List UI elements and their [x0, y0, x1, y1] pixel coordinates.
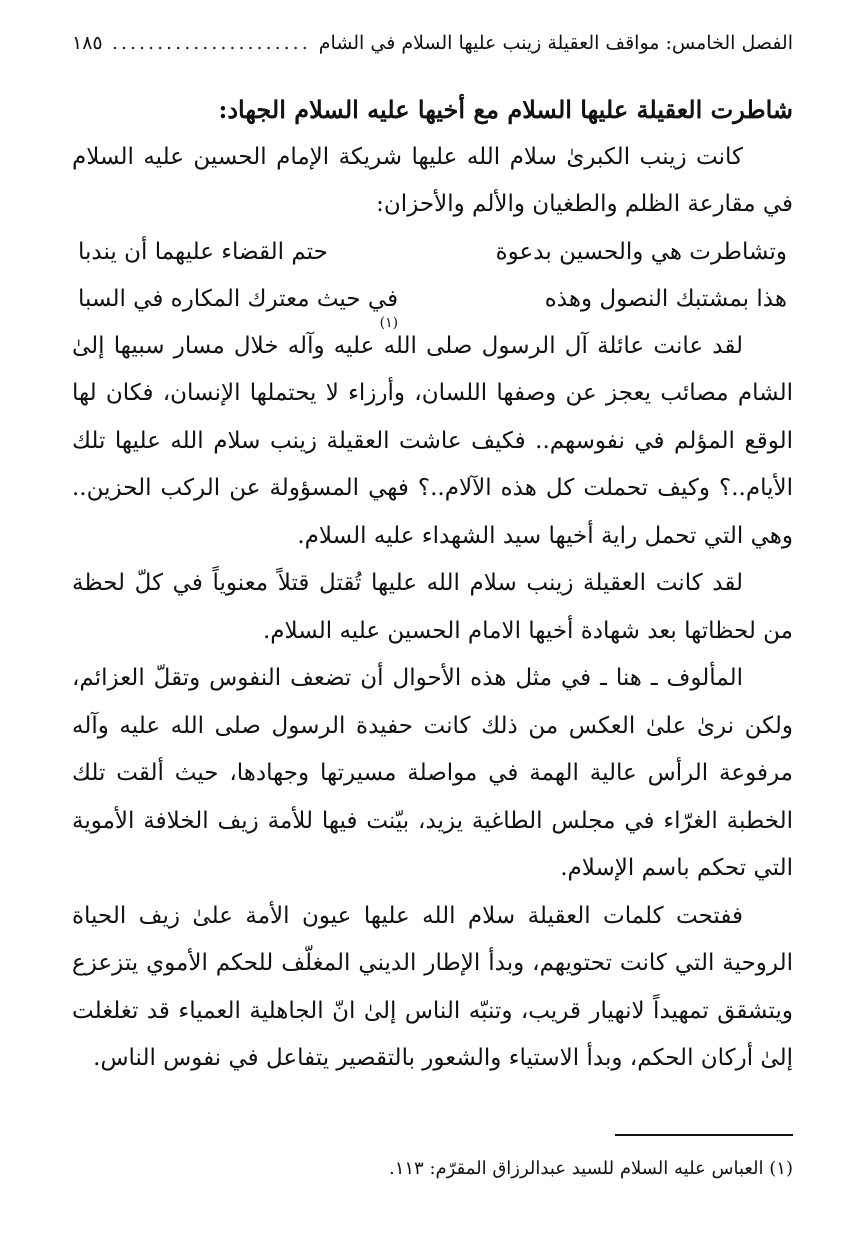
paragraph-5: ففتحت كلمات العقيلة سلام الله عليها عيون الأمة علىٰ زيف الحياة الروحية التي كانت تحتويهم، وبدأ الإطار الديني المغلّف للحكم الأموي يتزعزع ويتشقق تمهيداً لانهيار قريب، وتنبّه الناس إلىٰ انّ الجاهلية العمياء قد تغلغلت إلىٰ أركان الحكم، وبدأ الاستياء والشعور بالتقصير يتفاعل في نفوس الناس.	[72, 902, 793, 1071]
verse-line-1	[72, 229, 793, 276]
page-number: ١٨٥	[72, 32, 103, 54]
paragraph-1: كانت زينب الكبرىٰ سلام الله عليها شريكة الإمام الحسين عليه السلام في مقارعة الظلم والطغيان والألم والأحزان:	[72, 143, 793, 217]
verse-line-2-first-hemistich: هذا بمشتبك النصول وهذه	[544, 285, 787, 312]
running-header	[72, 30, 793, 56]
verse-line-2	[72, 276, 793, 331]
dot-leader	[111, 30, 311, 56]
page-body	[72, 86, 793, 1083]
verse-line-2-second-hemistich: في حيث معترك المكاره في السبا (١)	[78, 276, 398, 323]
verse-line-2-text: في حيث معترك المكاره في السبا	[78, 285, 399, 312]
verse-line-1-second-hemistich: حتم القضاء عليهما أن يندبا	[78, 238, 328, 265]
verse-line-1-first-hemistich: وتشاطرت هي والحسين بدعوة	[495, 238, 787, 265]
footnote: (١) العباس عليه السلام للسيد عبدالرزاق المقرّم: ١١٣.	[388, 1158, 793, 1179]
footnote-separator	[615, 1134, 793, 1136]
chapter-title: الفصل الخامس: مواقف العقيلة زينب عليها السلام في الشام	[318, 32, 793, 54]
poem-verse	[72, 229, 793, 331]
paragraph-2: لقد عانت عائلة آل الرسول صلى الله عليه وآله خلال مسار سبيها إلىٰ الشام مصائب يعجز عن وصفها اللسان، وأرزاء لا يحتملها الإنسان، فكان لها الوقع المؤلم في نفوسهم.. فكيف عاشت العقيلة زينب سلام الله عليها تلك الأيام..؟ وكيف تحملت كل هذه الآلام..؟ فهي المسؤولة عن الركب الحزين.. وهي التي تحمل راية أخيها سيد الشهداء عليه السلام.	[72, 332, 793, 549]
section-heading: شاطرت العقيلة عليها السلام مع أخيها عليه السلام الجهاد:	[218, 95, 793, 124]
paragraph-3: لقد كانت العقيلة زينب سلام الله عليها تُقتل قتلاً معنوياً في كلّ لحظة من لحظاتها بعد شهادة أخيها الامام الحسين عليه السلام.	[72, 570, 793, 644]
paragraph-4: المألوف ـ هنا ـ في مثل هذه الأحوال أن تضعف النفوس وتقلّ العزائم، ولكن نرىٰ علىٰ العكس من ذلك كانت حفيدة الرسول صلى الله عليه وآله مرفوعة الرأس عالية الهمة في مواصلة مسيرتها وجهادها، حيث ألقت تلك الخطبة الغرّاء في مجلس الطاغية يزيد، بيّنت فيها للأمة زيف الخلافة الأموية التي تحكم باسم الإسلام.	[72, 665, 793, 881]
